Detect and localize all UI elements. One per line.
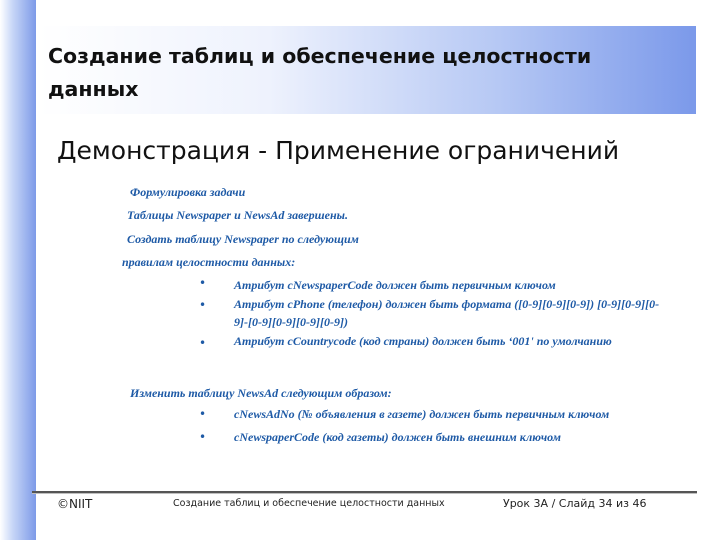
footer-slide-info: Урок 3А / Слайд 34 из 46 — [503, 497, 647, 510]
task-line-2: Создать таблицу Newspaper по следующим — [127, 232, 359, 246]
footer-copyright: ©NIIT — [57, 497, 93, 511]
bullet-icon: • — [199, 430, 207, 444]
bullet-item-newsadno: cNewsAdNo (№ объявления в газете) должен быть первичным ключом — [234, 407, 610, 421]
bullet-item-phone-format: Атрибут cPhone (телефон) должен быть формата ([0-9][0-9][0-9]) [0-9][0-9][0-9]-[0-9][0-9][0-9][0-9]) — [234, 297, 660, 329]
task-line-3: правилам целостности данных: — [122, 255, 296, 269]
bullet-icon: • — [199, 407, 207, 421]
task-line-4: Изменить таблицу NewsAd следующим образом: — [130, 386, 392, 400]
footer-course-title: Создание таблиц и обеспечение целостности данных — [173, 498, 445, 509]
bullet-icon: • — [199, 276, 207, 290]
slide-title: Создание таблиц и обеспечение целостности данных — [48, 44, 592, 101]
footer-divider-shadow — [32, 493, 697, 494]
left-decorative-bar — [0, 0, 36, 540]
bullet-item-country-code: Атрибут cCountrycode (код страны) должен быть ‘001' по умолчанию — [234, 334, 612, 348]
bullet-icon: • — [199, 298, 207, 312]
task-line-1: Таблицы Newspaper и NewsAd завершены. — [127, 208, 348, 222]
slide-subtitle: Демонстрация - Применение ограничений — [57, 136, 620, 165]
bullet-item-newspapercode-fk: cNewspaperCode (код газеты) должен быть внешним ключом — [234, 430, 561, 444]
bullet-icon: • — [199, 336, 207, 350]
task-heading: Формулировка задачи — [130, 185, 246, 199]
bullet-item-primary-key: Атрибут cNewspaperCode должен быть первичным ключом — [234, 278, 556, 292]
